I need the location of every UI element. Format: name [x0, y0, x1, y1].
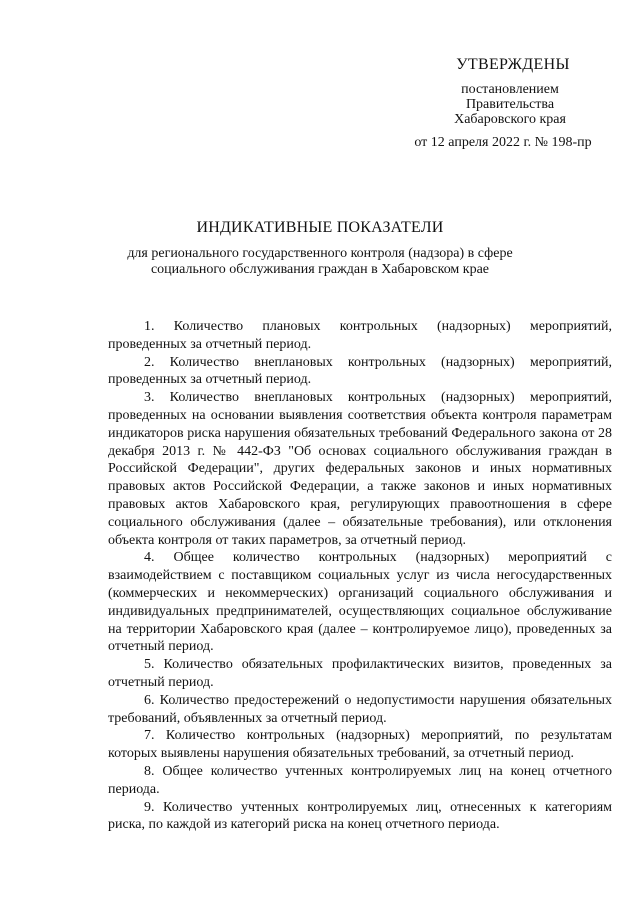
indicator-item-7: 7. Количество контрольных (надзорных) мероприятий, по результатам которых выявлены нарушения обязательных требований, за отчетный период.	[108, 728, 612, 762]
page-title: ИНДИКАТИВНЫЕ ПОКАЗАТЕЛИ	[196, 219, 444, 236]
indicator-list	[108, 318, 612, 834]
approval-line-resolution: постановлением	[461, 82, 559, 97]
indicator-item-3: 3. Количество внеплановых контрольных (надзорных) мероприятий, проведенных на основании выявления соответствия объекта контроля параметрам индикаторов риска нарушения обязательных требований Федерального закона от 28 декабря 2013 г. № 442-ФЗ "Об основах социального обслуживания граждан в Российской Федерации", других федеральных законов и иных нормативных правовых актов Российской Федерации, а также законов и иных нормативных правовых актов Хабаровского края, регулирующих правоотношения в сфере социального обслуживания (далее – обязательные требования), или отклонения объекта контроля от таких параметров, за отчетный период.	[108, 390, 612, 548]
approval-heading: УТВЕРЖДЕНЫ	[456, 56, 570, 73]
page-subtitle-line-1: для регионального государственного контроля (надзора) в сфере	[127, 246, 513, 261]
indicator-item-4: 4. Общее количество контрольных (надзорных) мероприятий с взаимодействием с поставщиком социальных услуг из числа негосударственных (коммерческих и некоммерческих) организаций социального обслуживания и индивидуальных предпринимателей, осуществляющих социальное обслуживание на территории Хабаровского края (далее – контролируемое лицо), проведенных за отчетный период.	[108, 550, 612, 655]
indicator-item-6: 6. Количество предостережений о недопустимости нарушения обязательных требований, объявленных за отчетный период.	[108, 692, 612, 726]
approval-block	[400, 57, 620, 150]
indicator-item-8: 8. Общее количество учтенных контролируемых лиц на конец отчетного периода.	[108, 763, 612, 797]
document-title-block	[0, 219, 640, 278]
approval-line-government: Правительства	[465, 97, 555, 112]
indicator-item-5: 5. Количество обязательных профилактических визитов, проведенных за отчетный период.	[108, 657, 612, 690]
approval-date: от 12 апреля 2022 г. № 198-пр	[414, 135, 592, 150]
indicator-item-2: 2. Количество внеплановых контрольных (надзорных) мероприятий, проведенных за отчетный период.	[108, 354, 612, 388]
indicator-item-1: 1. Количество плановых контрольных (надзорных) мероприятий, проведенных за отчетный период.	[108, 319, 612, 352]
page-subtitle-line-2: социального обслуживания граждан в Хабаровском крае	[150, 262, 490, 277]
indicator-item-9: 9. Количество учтенных контролируемых лиц, отнесенных к категориям риска, по каждой из категорий риска на конец отчетного периода.	[108, 799, 612, 833]
approval-line-region: Хабаровского края	[454, 112, 566, 127]
